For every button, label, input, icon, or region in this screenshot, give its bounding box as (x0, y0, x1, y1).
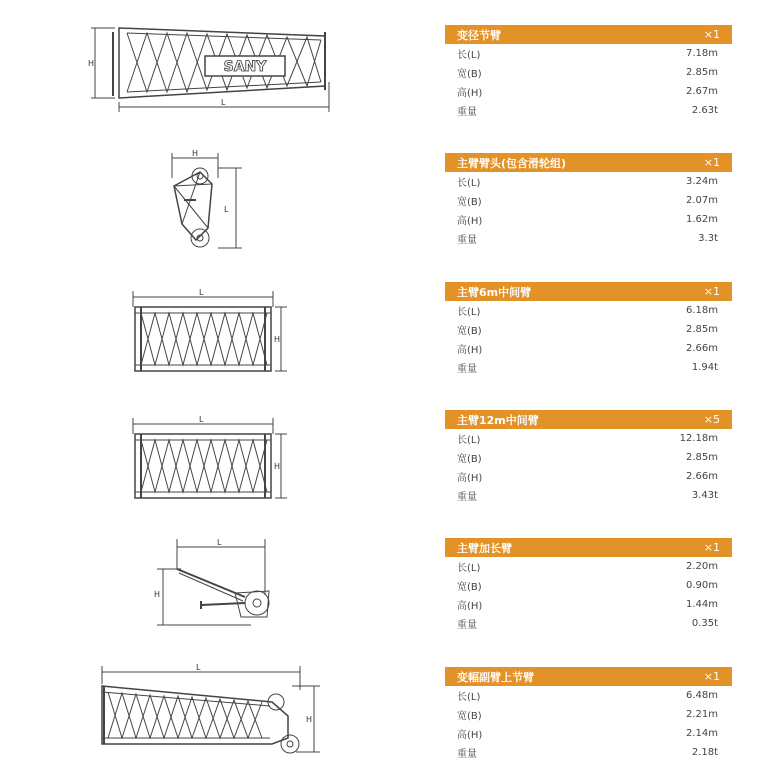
spec-title: 主臂加长臂 (457, 541, 512, 555)
spec-label: 重量 (457, 492, 477, 503)
spec-value: 2.14m (685, 728, 718, 739)
spec-title: 主臂12m中间臂 (457, 413, 539, 427)
spec-table-luffing-jib-top (445, 667, 732, 762)
spec-value: 2.85m (685, 452, 718, 463)
spec-table-tapered (445, 25, 732, 120)
spec-header (445, 410, 732, 429)
spec-value: 1.62m (685, 214, 718, 225)
spec-label: 宽(B) (457, 69, 482, 80)
spec-table-12m-insert (445, 410, 732, 505)
spec-label: 重量 (457, 749, 477, 760)
spec-row-length (445, 686, 732, 705)
spec-value: 2.66m (685, 343, 718, 354)
spec-value: 3.3t (698, 233, 718, 244)
spec-title: 主臂6m中间臂 (457, 285, 532, 299)
spec-label: 高(H) (457, 216, 483, 227)
spec-row-weight (445, 229, 732, 248)
spec-value: 2.85m (685, 67, 718, 78)
spec-row-length (445, 557, 732, 576)
spec-value: 2.21m (685, 709, 718, 720)
drawing-6m-insert (125, 285, 295, 380)
dim-h-label: H (274, 335, 281, 344)
spec-value: 3.24m (685, 176, 718, 187)
spec-value: 2.07m (685, 195, 718, 206)
spec-qty: ×1 (703, 285, 720, 298)
spec-value: 2.67m (685, 86, 718, 97)
spec-header (445, 538, 732, 557)
spec-table-boom-head (445, 153, 732, 248)
spec-qty: ×1 (703, 28, 720, 41)
spec-header (445, 153, 732, 172)
spec-row-height (445, 467, 732, 486)
spec-value: 6.48m (685, 690, 718, 701)
dim-h-label: H (192, 149, 199, 158)
spec-value: 3.43t (691, 490, 718, 501)
spec-value: 2.63t (691, 105, 718, 116)
spec-label: 重量 (457, 620, 477, 631)
spec-label: 宽(B) (457, 326, 482, 337)
spec-row-height (445, 724, 732, 743)
spec-row-width (445, 63, 732, 82)
spec-row-weight (445, 101, 732, 120)
spec-value: 2.85m (685, 324, 718, 335)
spec-row-height (445, 82, 732, 101)
spec-row-length (445, 429, 732, 448)
spec-value: 1.94t (691, 362, 718, 373)
spec-value: 12.18m (679, 433, 718, 444)
spec-title: 变幅副臂上节臂 (457, 670, 534, 684)
spec-label: 宽(B) (457, 197, 482, 208)
spec-label: 高(H) (457, 601, 483, 612)
spec-label: 重量 (457, 235, 477, 246)
spec-row-height (445, 210, 732, 229)
spec-row-weight (445, 614, 732, 633)
spec-value: 0.35t (691, 618, 718, 629)
spec-label: 高(H) (457, 345, 483, 356)
drawing-12m-insert (125, 412, 295, 507)
spec-label: 高(H) (457, 473, 483, 484)
spec-label: 长(L) (457, 50, 481, 61)
spec-title: 主臂臂头(包含滑轮组) (457, 156, 567, 170)
spec-qty: ×1 (703, 541, 720, 554)
spec-row-width (445, 705, 732, 724)
dim-l-label: L (199, 415, 204, 424)
spec-row-length (445, 301, 732, 320)
spec-label: 重量 (457, 364, 477, 375)
spec-row-width (445, 576, 732, 595)
spec-value: 6.18m (685, 305, 718, 316)
spec-row-weight (445, 358, 732, 377)
drawing-luffing-jib-top (92, 660, 327, 765)
spec-table-boom-extension (445, 538, 732, 633)
dim-h-label: H (88, 59, 95, 68)
dim-h-label: H (306, 715, 313, 724)
dim-l-label: L (221, 98, 226, 107)
spec-label: 长(L) (457, 692, 481, 703)
spec-row-length (445, 44, 732, 63)
spec-label: 宽(B) (457, 454, 482, 465)
spec-value: 2.20m (685, 561, 718, 572)
spec-qty: ×1 (703, 670, 720, 683)
spec-header (445, 667, 732, 686)
spec-label: 宽(B) (457, 711, 482, 722)
dim-l-label: L (199, 288, 204, 297)
spec-row-length (445, 172, 732, 191)
spec-row-weight (445, 743, 732, 762)
spec-table-6m-insert (445, 282, 732, 377)
spec-label: 长(L) (457, 435, 481, 446)
spec-row-width (445, 448, 732, 467)
drawing-boom-head (160, 148, 250, 253)
spec-label: 高(H) (457, 88, 483, 99)
spec-label: 长(L) (457, 178, 481, 189)
spec-value: 1.44m (685, 599, 718, 610)
spec-row-width (445, 191, 732, 210)
sany-logo: SANY (223, 59, 267, 75)
dim-l-label: L (224, 205, 229, 214)
dim-h-label: H (274, 462, 281, 471)
spec-label: 重量 (457, 107, 477, 118)
spec-value: 0.90m (685, 580, 718, 591)
spec-value: 2.18t (691, 747, 718, 758)
spec-header (445, 282, 732, 301)
spec-qty: ×5 (703, 413, 720, 426)
spec-row-height (445, 595, 732, 614)
dim-h-label: H (154, 590, 161, 599)
dim-l-label: L (217, 538, 222, 547)
drawing-tapered-section (85, 20, 345, 125)
dim-l-label: L (196, 663, 201, 672)
spec-row-weight (445, 486, 732, 505)
spec-label: 长(L) (457, 307, 481, 318)
spec-value: 7.18m (685, 48, 718, 59)
drawing-boom-extension (145, 535, 280, 630)
spec-qty: ×1 (703, 156, 720, 169)
spec-value: 2.66m (685, 471, 718, 482)
spec-label: 高(H) (457, 730, 483, 741)
spec-title: 变径节臂 (457, 28, 501, 42)
spec-row-width (445, 320, 732, 339)
spec-row-height (445, 339, 732, 358)
spec-header (445, 25, 732, 44)
spec-label: 长(L) (457, 563, 481, 574)
spec-label: 宽(B) (457, 582, 482, 593)
